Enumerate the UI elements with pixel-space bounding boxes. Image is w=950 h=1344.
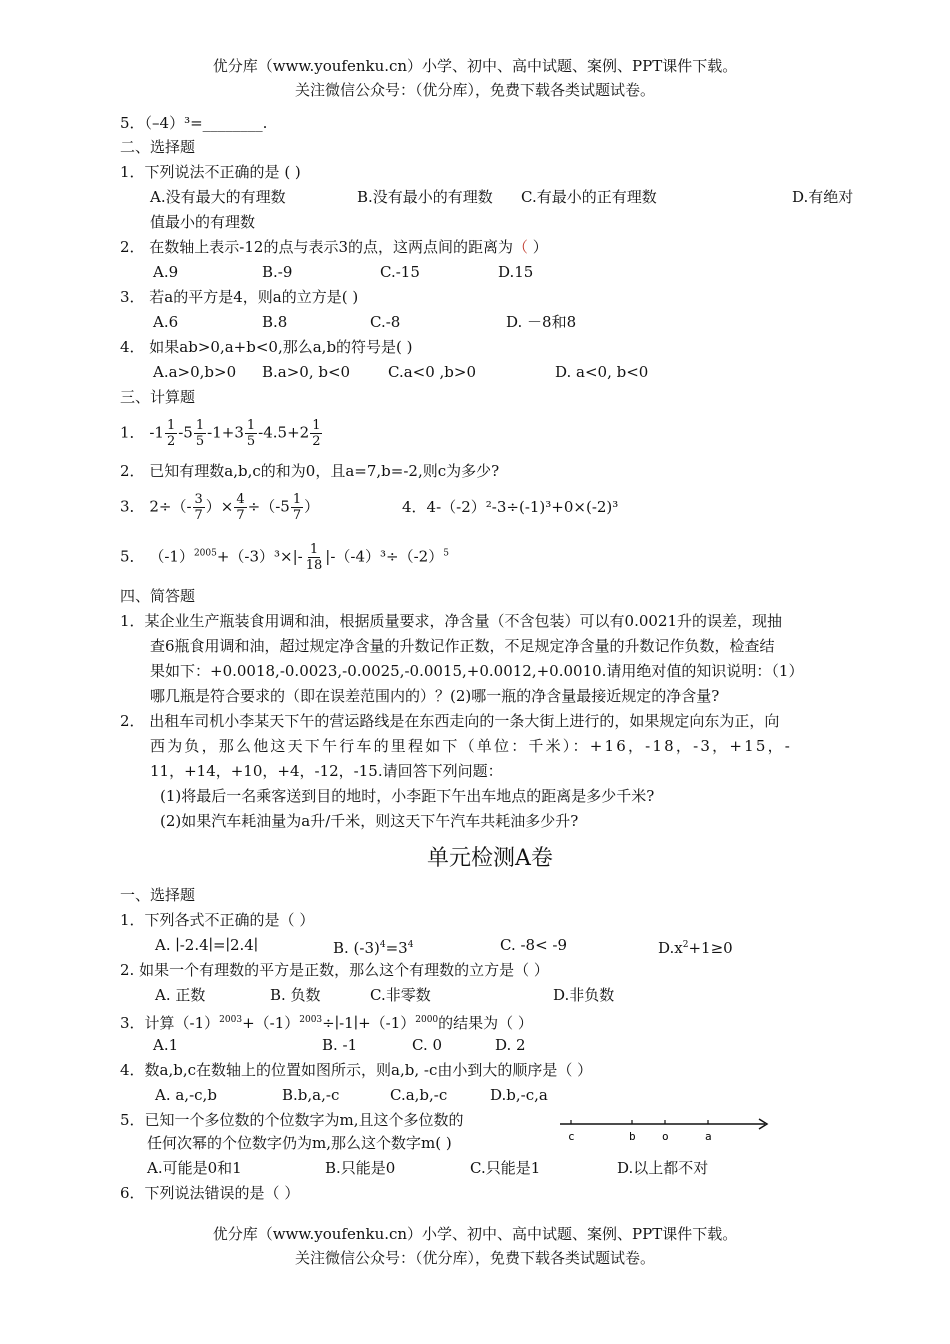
unit-q4-option-a: A. a,-c,b — [155, 1086, 217, 1104]
unit-title: 单元检测A卷 — [427, 846, 553, 871]
s4-q2-line-1: 2． 出租车司机小李某天下午的营运路线是在东西走向的一条大街上进行的，如果规定向东为正，向 — [120, 712, 780, 730]
d-exp: 2 — [682, 940, 689, 950]
d-pre: D.x — [658, 939, 683, 957]
s4-q2-line-4: (1)将最后一名乘客送到目的地时，小李距下午出车地点的距离是多少千米? — [160, 787, 655, 805]
unit-q2-option-c: C.非零数 — [370, 986, 431, 1004]
b-mid: =3 — [385, 939, 408, 957]
s4-q1-line-4: 哪几瓶是符合要求的（即在误差范围内的）？(2)哪一瓶的净含量最接近规定的净含量? — [150, 687, 720, 705]
s2-q1-option-d: D.有绝对 — [792, 188, 854, 206]
unit-q4-option-c: C.a,b,-c — [390, 1086, 448, 1104]
label-a: a — [705, 1130, 712, 1143]
s2-q3-option-c: C.-8 — [370, 313, 401, 331]
unit-q1-option-b — [333, 935, 413, 958]
s2-q1-stem: 1．下列说法不正确的是 ( ) — [120, 163, 301, 181]
s3-q3-term-4: ） — [304, 497, 320, 516]
numerator: 1 — [292, 492, 302, 507]
top-question-5: 5．（–4）³=________. — [120, 114, 268, 132]
s3-q5-prefix: 5． — [120, 547, 145, 566]
unit-q3-option-b: B. -1 — [322, 1036, 358, 1054]
unit-q3-option-a: A.1 — [153, 1036, 179, 1054]
unit-q2-option-b: B. 负数 — [270, 986, 321, 1004]
s3-q3 — [120, 492, 319, 523]
s2-q2-paren-right: ） — [528, 238, 548, 256]
s2-q2-option-b: B.-9 — [262, 263, 293, 281]
unit-q2-stem: 2. 如果一个有理数的平方是正数，那么这个有理数的立方是（ ） — [120, 961, 549, 979]
s3-q1-term-3: -1+3 — [207, 423, 244, 442]
s3-q1-fraction-3 — [245, 418, 257, 449]
s4-q1-line-3: 果如下：+0.0018,-0.0023,-0.0025,-0.0015,+0.0012,+0.0010.请用绝对值的知识说明：（1） — [150, 662, 804, 680]
s2-q1-option-c: C.有最小的正有理数 — [521, 188, 657, 206]
s3-q1-term-1: -1 — [149, 423, 164, 442]
s4-q1-line-2: 查6瓶食用调和油，超过规定净含量的升数记作正数，不足规定净含量的升数记作负数，检查结 — [150, 637, 775, 655]
s3-q5-term-2: +（-3）³×|- — [216, 547, 303, 566]
q3-exp-1: 2003 — [219, 1015, 243, 1025]
unit-q1-option-d — [658, 935, 733, 958]
s3-q5-exp-2: 5 — [443, 548, 449, 559]
unit-q1-option-c: C. -8< -9 — [500, 936, 568, 954]
number-line-figure — [555, 1114, 775, 1148]
s3-q2: 2． 已知有理数a,b,c的和为0，且a=7,b=-2,则c为多少? — [120, 462, 500, 480]
s3-q3-term-3: ÷（-5 — [247, 497, 290, 516]
denominator: 7 — [292, 508, 302, 523]
s2-q3-option-a: A.6 — [153, 313, 179, 331]
label-c: c — [568, 1130, 575, 1143]
s2-q4-option-c: C.a<0 ,b>0 — [388, 363, 477, 381]
unit-q3-option-c: C. 0 — [412, 1036, 443, 1054]
d-post: +1≥0 — [688, 939, 733, 957]
s4-q2-line-5: (2)如果汽车耗油量为a升/千米，则这天下午汽车共耗油多少升? — [160, 812, 579, 830]
denominator: 5 — [195, 434, 205, 449]
s2-q4-stem: 4． 如果ab>0,a+b<0,那么a,b的符号是( ) — [120, 338, 413, 356]
label-b: b — [629, 1130, 636, 1143]
s2-q2-option-d: D.15 — [498, 263, 534, 281]
s3-q5-term-1: （-1） — [149, 547, 194, 566]
unit-q3-stem — [120, 1010, 533, 1033]
s2-q2-option-a: A.9 — [153, 263, 179, 281]
footer-line-1: 优分库（www.youfenku.cn）小学、初中、高中试题、案例、PPT课件下载。 — [212, 1225, 738, 1243]
unit-q4-option-b: B.b,a,-c — [282, 1086, 340, 1104]
q3-part-2: +（-1） — [242, 1014, 300, 1032]
s4-q2-line-2: 西为负，那么他这天下午行车的里程如下（单位：千米）：+16，-18，-3，+15，- — [150, 737, 793, 755]
s3-q5-exp-1: 2005 — [193, 548, 217, 559]
unit-q6-stem: 6．下列说法错误的是（ ） — [120, 1184, 300, 1202]
s3-q1-fraction-4 — [310, 418, 322, 449]
unit-q4-option-d: D.b,-c,a — [490, 1086, 548, 1104]
s2-q2-paren-left: （ — [513, 238, 529, 256]
s2-q1-option-b: B.没有最小的有理数 — [357, 188, 493, 206]
unit-q5-line-2: 任何次幂的个位数字仍为m,那么这个数字m( ) — [147, 1134, 452, 1152]
s3-q1-fraction-2 — [194, 418, 206, 449]
s3-q1-term-4: -4.5+2 — [258, 423, 310, 442]
s3-q1-term-2: -5 — [178, 423, 193, 442]
numerator: 3 — [194, 492, 203, 507]
s2-q2-stem — [120, 237, 548, 257]
q3-part-3: ÷∣-1∣+（-1） — [322, 1014, 416, 1032]
s2-q4-option-b: B.a>0, b<0 — [262, 363, 351, 381]
unit-q3-option-d: D. 2 — [495, 1036, 526, 1054]
s3-q5-term-3: |-（-4）³÷（-2） — [325, 547, 444, 566]
q3-exp-2: 2003 — [299, 1015, 323, 1025]
unit-q5-option-d: D.以上都不对 — [617, 1159, 709, 1177]
s3-q1-fraction-1 — [165, 418, 177, 449]
s3-q3-fraction-3 — [291, 492, 303, 523]
s2-q1-option-a: A.没有最大的有理数 — [150, 188, 286, 206]
s3-q5-fraction — [304, 542, 325, 573]
s3-q3-fraction-2 — [234, 492, 246, 523]
s3-q3-prefix: 3． — [120, 497, 145, 516]
s3-q3-term-2: ）× — [205, 497, 234, 516]
label-o: o — [662, 1130, 669, 1143]
s2-q3-stem: 3． 若a的平方是4，则a的立方是( ) — [120, 288, 359, 306]
s4-q1-line-1: 1．某企业生产瓶装食用调和油，根据质量要求，净含量（不含包装）可以有0.0021升的误差，现抽 — [120, 612, 783, 630]
section-2-title: 二、选择题 — [120, 138, 196, 156]
s3-q3-fraction-1 — [193, 492, 205, 523]
numerator: 1 — [312, 418, 321, 433]
unit-q5-line-1: 5．已知一个多位数的个位数字为m,且这个多位数的 — [120, 1111, 464, 1129]
s2-q2-option-c: C.-15 — [380, 263, 420, 281]
footer-line-2: 关注微信公众号：（优分库），免费下载各类试题试卷。 — [294, 1249, 655, 1267]
unit-q5-option-b: B.只能是0 — [325, 1159, 396, 1177]
numerator: 1 — [195, 418, 205, 433]
unit-q1-stem: 1．下列各式不正确的是（ ） — [120, 911, 315, 929]
numerator: 1 — [246, 418, 256, 433]
s2-q2-text: 2． 在数轴上表示-12的点与表示3的点，这两点间的距离为 — [120, 238, 514, 256]
b-pre: B. (-3) — [333, 939, 380, 957]
s2-q3-option-b: B.8 — [262, 313, 288, 331]
numerator: 1 — [166, 418, 176, 433]
header-line-2: 关注微信公众号：（优分库），免费下载各类试题试卷。 — [294, 81, 655, 99]
unit-q1-option-a: A. ∣-2.4∣=∣2.4∣ — [155, 936, 259, 954]
s3-q1-prefix: 1． — [120, 423, 145, 442]
s3-q3-term-1: 2÷（- — [149, 497, 192, 516]
denominator: 2 — [312, 434, 321, 449]
b-exp-1: 4 — [379, 940, 386, 950]
s3-q1 — [120, 418, 323, 449]
s2-q4-option-a: A.a>0,b>0 — [153, 363, 237, 381]
section-4-title: 四、简答题 — [120, 587, 196, 605]
s2-q4-option-d: D. a<0, b<0 — [555, 363, 649, 381]
numerator: 4 — [236, 492, 245, 507]
s2-q1-option-d-cont: 值最小的有理数 — [150, 213, 256, 231]
b-exp-2: 4 — [407, 940, 414, 950]
s4-q2-line-3: 11，+14，+10，+4，-12，-15.请回答下列问题： — [150, 762, 503, 780]
denominator: 7 — [236, 508, 245, 523]
unit-section-1-title: 一、选择题 — [120, 886, 196, 904]
q3-exp-3: 2000 — [415, 1015, 439, 1025]
unit-q2-option-a: A. 正数 — [155, 986, 206, 1004]
numerator: 1 — [309, 542, 319, 557]
denominator: 5 — [246, 434, 256, 449]
unit-q2-option-d: D.非负数 — [553, 986, 615, 1004]
section-3-title: 三、计算题 — [120, 388, 196, 406]
unit-q5-option-c: C.只能是1 — [470, 1159, 541, 1177]
s2-q3-option-d: D. －8和8 — [506, 313, 577, 331]
denominator: 2 — [166, 434, 176, 449]
unit-q5-option-a: A.可能是0和1 — [147, 1159, 242, 1177]
s3-q5 — [120, 542, 449, 573]
header-line-1: 优分库（www.youfenku.cn）小学、初中、高中试题、案例、PPT课件下载。 — [212, 57, 738, 75]
q3-part-4: 的结果为（ ） — [438, 1014, 533, 1032]
unit-q4-stem: 4．数a,b,c在数轴上的位置如图所示，则a,b, -c由小到大的顺序是（ ） — [120, 1061, 593, 1079]
denominator: 7 — [194, 508, 203, 523]
denominator: 18 — [305, 558, 323, 573]
s3-q4: 4．4-（-2）²-3÷(-1)³+0×(-2)³ — [402, 498, 619, 516]
q3-part-1: 3．计算（-1） — [120, 1014, 220, 1032]
